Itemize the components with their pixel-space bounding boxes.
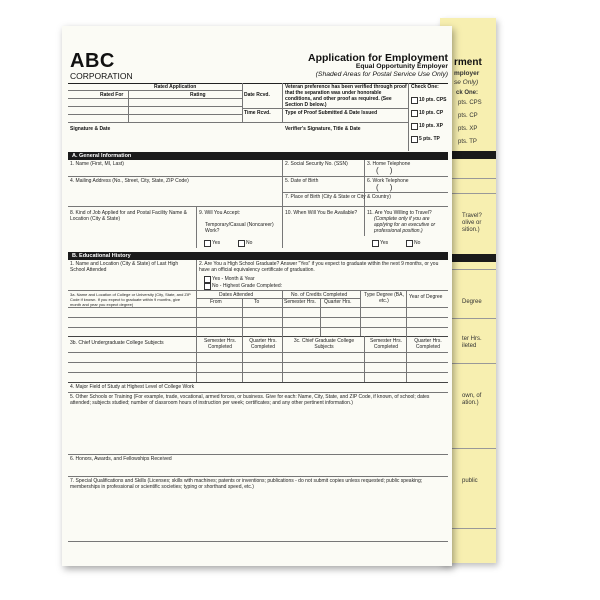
place-of-birth-label: 7. Place of Birth (City & State or City & Country) <box>285 194 391 200</box>
grid-line <box>68 476 448 477</box>
high-school-label: 1. Name and Location (City & State) of Last High School Attended <box>70 261 179 273</box>
veteran-preference-text: Veteran preference has been verified through proof that the separation was under honorable conditions, and other proof as required. (See Section D below.) <box>285 84 407 108</box>
grid-line <box>408 83 409 151</box>
company-name: CORPORATION <box>70 71 133 81</box>
semester-hrs-label: Semester Hrs. <box>284 299 316 305</box>
check-10pts-cp[interactable] <box>411 110 418 117</box>
grid-line <box>282 108 408 109</box>
availability-label: 10. When Will You Be Available? <box>285 210 358 216</box>
grid-line <box>68 206 448 207</box>
temporary-work-label: Temporary/Casual (Noncareer) Work? <box>205 222 274 234</box>
hs-graduate-no-checkbox[interactable] <box>204 283 211 290</box>
home-phone-area[interactable]: ( ) <box>376 166 393 175</box>
grid-line <box>68 90 242 91</box>
grid-line <box>196 260 197 290</box>
year-degree-label: Year of Degree <box>409 294 443 300</box>
grid-line <box>68 98 242 99</box>
work-phone-area[interactable]: ( ) <box>376 183 393 192</box>
hs-graduate-yes-checkbox[interactable] <box>204 276 211 283</box>
form-subtitle: Equal Opportunity Employer <box>355 63 448 70</box>
date-of-birth-label: 5. Date of Birth <box>285 178 319 184</box>
time-rcvd-label: Time Rcvd. <box>244 110 271 116</box>
home-telephone-label: 3. Home Telephone <box>367 161 411 167</box>
ssn-field-label: 2. Social Security No. (SSN) <box>285 161 348 167</box>
date-rcvd-label: Date Rcvd. <box>244 92 270 98</box>
check-10pts-cps[interactable] <box>411 97 418 104</box>
grid-line <box>68 290 448 291</box>
check-one-label: Check One: <box>411 84 439 90</box>
grid-line <box>68 541 448 542</box>
undergrad-semester-label: Semester Hrs. Completed <box>204 338 236 350</box>
proof-type-label: Type of Proof Submitted & Date Issued <box>285 110 378 116</box>
undergrad-quarter-label: Quarter Hrs. Completed <box>249 338 277 350</box>
grid-line <box>282 176 283 206</box>
grid-line <box>406 290 407 336</box>
name-field-label: 1. Name (First, MI, Last) <box>70 161 124 167</box>
type-degree-label: Type Degree (BA, etc.) <box>364 292 404 304</box>
grid-line <box>282 206 283 248</box>
special-qualifications-label: 7. Special Qualifications and Skills (Licenses; skills with machines; patents or inventions; publications - do not submit copies unless requested; public speaking; memberships in professional or scientific societies; typing or shorthand speed, etc.) <box>70 478 423 490</box>
grid-line <box>68 307 448 308</box>
yellow-copy-sheet: rment mployer se Only) ck One: pts. CPS pts. CP pts. XP pts. TP Travel? olive or sition.) Degree ter Hrs. ileted own, of ation.) public <box>440 18 496 563</box>
rated-application-label: Rated Application <box>154 84 197 90</box>
signature-date-label: Signature & Date <box>70 126 111 132</box>
grid-line <box>68 114 242 115</box>
grid-line <box>282 160 283 176</box>
travel-note: (Complete only if you are applying for an executive or professional position.) <box>374 216 436 234</box>
grid-line <box>196 290 197 336</box>
undergrad-subjects-label: 3b. Chief Undergraduate College Subjects <box>70 340 164 346</box>
form-title: Application for Employment <box>307 52 448 64</box>
rating-label: Rating <box>190 92 206 98</box>
grid-line <box>68 392 448 393</box>
grid-line <box>282 192 448 193</box>
check-item-label: 10 pts. CPS <box>419 97 447 103</box>
mailing-address-label: 4. Mailing Address (No., Street, City, State, ZIP Code) <box>70 178 189 184</box>
college-label: 3a. Name and Location of College or University (City, State, and ZIP Code if known. If you expect to graduate within 9 months, give month and year you expect degree) <box>70 292 191 307</box>
other-schools-label: 5. Other Schools or Training (For example, trade, vocational, armed forces, or business. Give for each: Name, City, State, and ZIP Code, if known, of school; dates attended; subjects studied; number of classroom hours of instruction per week; certificates; and any other pertinent information.) <box>70 394 430 406</box>
to-label: To <box>254 299 260 305</box>
grad-quarter-label: Quarter Hrs. Completed <box>414 338 442 350</box>
check-5pts-tp[interactable] <box>411 136 418 143</box>
grid-line <box>68 317 448 318</box>
hs-graduate-question: 2. Are You a High School Graduate? Answer "Yes" if you expect to graduate within the next 9 months, or you have an official equivalency certificate of graduation. <box>199 261 439 273</box>
travel-no-checkbox[interactable] <box>406 240 413 247</box>
grid-line <box>68 122 408 123</box>
grid-line <box>282 290 283 336</box>
grid-line <box>68 382 448 383</box>
job-applied-label: 8. Kind of Job Applied for and Postal Facility Name & Location (City & State) <box>70 210 188 222</box>
verifier-signature-label: Verifier's Signature, Title & Date <box>285 126 361 132</box>
honors-label: 6. Honors, Awards, and Fellowships Received <box>70 456 172 462</box>
temp-work-yes-checkbox[interactable] <box>204 240 211 247</box>
from-label: From <box>210 299 222 305</box>
travel-yes-checkbox[interactable] <box>372 240 379 247</box>
check-item-label: 10 pts. XP <box>419 123 443 129</box>
will-you-accept-label: 9. Will You Accept: <box>199 210 241 216</box>
grid-line <box>360 290 361 336</box>
hs-yes-label: Yes - Month & Year <box>212 276 255 282</box>
grid-line <box>282 83 283 122</box>
check-10pts-xp[interactable] <box>411 123 418 130</box>
grid-line <box>196 206 197 248</box>
rated-for-label: Rated For <box>100 92 124 98</box>
major-field-label: 4. Major Field of Study at Highest Level of College Work <box>70 384 195 390</box>
dates-attended-label: Dates Attended <box>219 292 254 298</box>
grid-line <box>68 106 242 107</box>
grid-line <box>242 108 282 109</box>
grid-line <box>68 352 448 353</box>
section-a-header: A. General Information <box>68 152 448 160</box>
grid-line <box>68 362 448 363</box>
grid-line <box>128 90 129 122</box>
yes-label: Yes <box>212 240 221 246</box>
form-note: (Shaded Areas for Postal Service Use Only) <box>315 71 448 78</box>
grid-line <box>68 336 448 337</box>
hs-no-label: No - Highest Grade Completed: <box>212 283 283 289</box>
grid-line <box>406 336 407 382</box>
temp-work-no-checkbox[interactable] <box>238 240 245 247</box>
quarter-hrs-label: Quarter Hrs. <box>324 299 352 305</box>
work-telephone-label: 6. Work Telephone <box>367 178 409 184</box>
credits-completed-label: No. of Credits Completed <box>291 292 348 298</box>
grad-subjects-label: 3c. Chief Graduate College Subjects <box>293 338 355 350</box>
grid-line <box>242 83 243 122</box>
grid-line <box>68 454 448 455</box>
no-label: No <box>246 240 253 246</box>
application-form-sheet <box>62 26 452 566</box>
no-label: No <box>414 240 421 246</box>
check-item-label: 10 pts. CP <box>419 110 444 116</box>
grid-line <box>364 336 365 382</box>
grid-line <box>68 372 448 373</box>
grad-semester-label: Semester Hrs. Completed <box>370 338 402 350</box>
grid-line <box>242 336 243 382</box>
grid-line <box>196 336 197 382</box>
travel-label: 11. Are You Willing to Travel? <box>367 210 432 216</box>
yes-label: Yes <box>380 240 389 246</box>
company-logo: ABC <box>70 50 115 72</box>
grid-line <box>68 327 448 328</box>
section-b-header: B. Educational History <box>68 252 448 260</box>
grid-line <box>282 336 283 382</box>
grid-line <box>68 176 448 177</box>
check-item-label: 5 pts. TP <box>419 136 440 142</box>
